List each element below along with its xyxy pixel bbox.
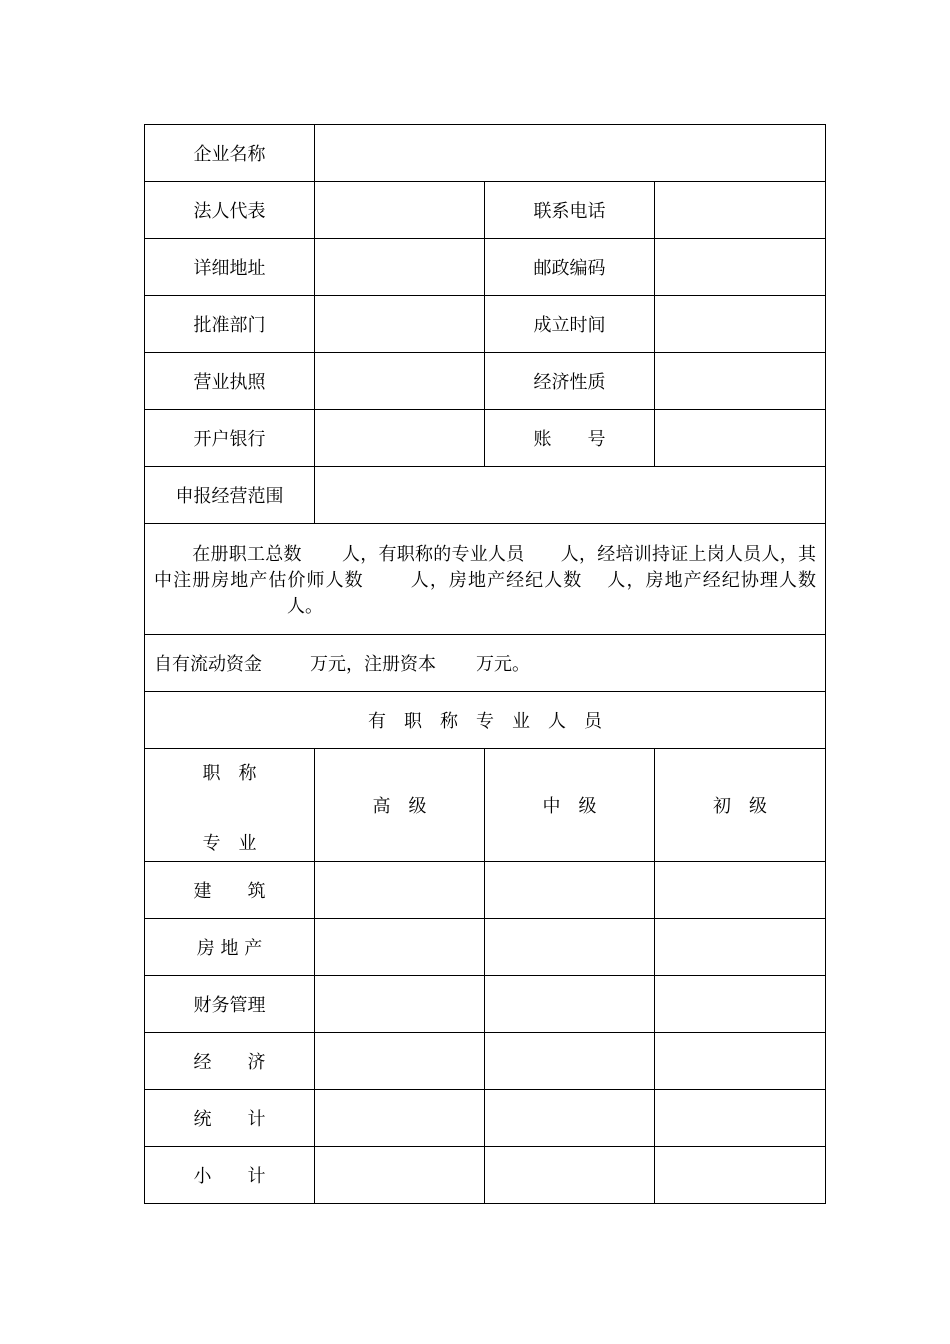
label-established: 成立时间 <box>485 296 655 353</box>
label-account: 账 号 <box>485 410 655 467</box>
field-license[interactable] <box>315 353 485 410</box>
cell-finance-intermediate[interactable] <box>485 976 655 1033</box>
row-label-construction: 建 筑 <box>145 862 315 919</box>
row-titled-header <box>145 749 826 862</box>
label-license: 营业执照 <box>145 353 315 410</box>
row-label-subtotal: 小 计 <box>145 1147 315 1204</box>
row-legal-rep <box>145 182 826 239</box>
label-postcode: 邮政编码 <box>485 239 655 296</box>
cell-real-estate-junior[interactable] <box>655 919 826 976</box>
cell-construction-intermediate[interactable] <box>485 862 655 919</box>
field-account[interactable] <box>655 410 826 467</box>
cell-construction-senior[interactable] <box>315 862 485 919</box>
row-license <box>145 353 826 410</box>
label-address: 详细地址 <box>145 239 315 296</box>
label-enterprise-name: 企业名称 <box>145 125 315 182</box>
field-enterprise-name[interactable] <box>315 125 826 182</box>
row-label-economics: 经 济 <box>145 1033 315 1090</box>
header-diagonal-cell <box>145 749 315 862</box>
cell-statistics-junior[interactable] <box>655 1090 826 1147</box>
row-capital <box>145 635 826 692</box>
field-address[interactable] <box>315 239 485 296</box>
cell-statistics-senior[interactable] <box>315 1090 485 1147</box>
row-statistics <box>145 1090 826 1147</box>
field-legal-rep[interactable] <box>315 182 485 239</box>
cell-subtotal-senior[interactable] <box>315 1147 485 1204</box>
row-finance <box>145 976 826 1033</box>
cell-subtotal-junior[interactable] <box>655 1147 826 1204</box>
row-address <box>145 239 826 296</box>
registration-form-table <box>144 124 826 1204</box>
label-legal-rep: 法人代表 <box>145 182 315 239</box>
header-title-label: 职 称 <box>202 763 257 784</box>
field-phone[interactable] <box>655 182 826 239</box>
capital-line <box>145 635 826 692</box>
header-junior: 初 级 <box>655 749 826 862</box>
row-label-statistics: 统 计 <box>145 1090 315 1147</box>
staff-text-appraiser: 人，其中注册房地产估价师人数 <box>154 544 817 591</box>
row-enterprise-name <box>145 125 826 182</box>
label-bank: 开户银行 <box>145 410 315 467</box>
row-label-real-estate: 房 地 产 <box>145 919 315 976</box>
titled-staff-heading: 有 职 称 专 业 人 员 <box>145 692 826 749</box>
staff-text-total: 在册职工总数 <box>192 544 302 565</box>
field-economic-nature[interactable] <box>655 353 826 410</box>
label-phone: 联系电话 <box>485 182 655 239</box>
cell-economics-junior[interactable] <box>655 1033 826 1090</box>
field-approval-dept[interactable] <box>315 296 485 353</box>
cell-finance-junior[interactable] <box>655 976 826 1033</box>
capital-text-liquid: 自有流动资金 <box>154 654 262 675</box>
staff-text-assistant: 人，房地产经纪协理人数 <box>606 570 817 591</box>
cell-finance-senior[interactable] <box>315 976 485 1033</box>
row-staff-summary <box>145 524 826 635</box>
staff-text-titled: 人，有职称的专业人员 <box>341 544 525 565</box>
cell-economics-intermediate[interactable] <box>485 1033 655 1090</box>
cell-subtotal-intermediate[interactable] <box>485 1147 655 1204</box>
staff-summary-paragraph <box>145 524 826 635</box>
header-senior: 高 级 <box>315 749 485 862</box>
staff-text-broker: 人，房地产经纪人数 <box>409 570 583 591</box>
staff-text-certified: 人，经培训持证上岗人员 <box>560 544 762 565</box>
row-approval <box>145 296 826 353</box>
capital-text-registered: 万元，注册资本 <box>310 654 436 675</box>
cell-real-estate-intermediate[interactable] <box>485 919 655 976</box>
label-approval-dept: 批准部门 <box>145 296 315 353</box>
row-economics <box>145 1033 826 1090</box>
row-bank <box>145 410 826 467</box>
field-established[interactable] <box>655 296 826 353</box>
row-subtotal <box>145 1147 826 1204</box>
staff-text-end: 人。 <box>287 596 323 617</box>
row-titled-heading <box>145 692 826 749</box>
field-bank[interactable] <box>315 410 485 467</box>
cell-real-estate-senior[interactable] <box>315 919 485 976</box>
row-construction <box>145 862 826 919</box>
row-label-finance: 财务管理 <box>145 976 315 1033</box>
header-intermediate: 中 级 <box>485 749 655 862</box>
cell-economics-senior[interactable] <box>315 1033 485 1090</box>
capital-text-end: 万元。 <box>476 654 530 675</box>
cell-statistics-intermediate[interactable] <box>485 1090 655 1147</box>
row-real-estate <box>145 919 826 976</box>
field-postcode[interactable] <box>655 239 826 296</box>
field-scope[interactable] <box>315 467 826 524</box>
row-scope <box>145 467 826 524</box>
label-scope: 申报经营范围 <box>145 467 315 524</box>
label-economic-nature: 经济性质 <box>485 353 655 410</box>
header-specialty-label: 专 业 <box>202 833 257 854</box>
cell-construction-junior[interactable] <box>655 862 826 919</box>
